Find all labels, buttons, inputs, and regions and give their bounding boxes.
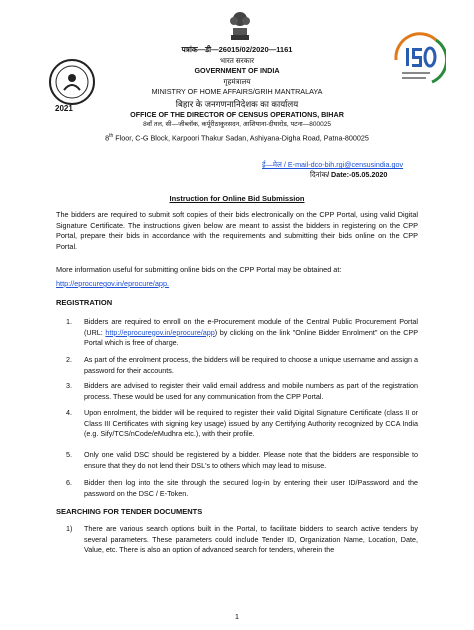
- email-link[interactable]: ई—मेल / E-mail-dco-bih.rgi@censusindia.gov: [262, 160, 404, 169]
- list-item-text: [84, 450, 418, 471]
- search-heading: SEARCHING FOR TENDER DOCUMENTS: [56, 507, 203, 516]
- list-item-text-part: As part of the enrolment process, the bidders will be required to choose a unique username and assign a password for their accounts.: [84, 355, 418, 375]
- more-info-paragraph: More information useful for submitting online bids on the CPP Portal may be obtained at:: [56, 265, 342, 274]
- list-item-text-part: Bidders are advised to register their valid email address and mobile numbers as part of the registration process. These would be used for any communication from the CPP Portal.: [84, 381, 418, 401]
- address-hindi: 8वाँ तल, सी—जीब्लॉक, कर्पूरीठाकुरसदन, आशियाना-दीघारोड, पटना—800025: [143, 121, 331, 128]
- list-item-number: 5.: [66, 450, 72, 459]
- list-item-number: 1.: [66, 317, 72, 326]
- list-item-text: [84, 524, 418, 556]
- page-number: 1: [234, 612, 240, 621]
- list-item-text-part: ) by clicking on the link "Online Bidder Enrolment" on the CPP Portal which is free of charge.: [84, 327, 418, 347]
- list-item-text-part: Only one valid DSC should be registered by a bidder. Please note that the bidders are responsible to ensure that they do not lend their DSL's to others which may lead to misuse.: [84, 450, 418, 470]
- ministry-hindi: गृहमंत्रालय: [223, 76, 251, 86]
- list-item-text: [84, 408, 418, 440]
- state-emblem-icon: [225, 8, 255, 44]
- ministry-english: MINISTRY OF HOME AFFAIRS/GRIH MANTRALAYA: [151, 87, 323, 96]
- list-item-text-part: Upon enrolment, the bidder will be required to register their valid Digital Signature Certificate (class II or Class III Certificates with signing key usage) issued by any Certifying Authority recognized by CCA India (e.g. Sify/TCS/nCode/eMudhra etc.), with their profile.: [84, 408, 418, 438]
- letterhead: [0, 45, 474, 143]
- document-title: Instruction for Online Bid Submission: [169, 194, 305, 203]
- registration-heading: REGISTRATION: [56, 298, 113, 307]
- address-english: [0, 131, 474, 144]
- gov-english: GOVERNMENT OF INDIA: [194, 66, 280, 75]
- list-item-text: [84, 478, 418, 499]
- list-item-number: 2.: [66, 355, 72, 364]
- list-item-text-part: There are various search options built in the Portal, to facilitate bidders to search active tenders by several parameters. These parameters could include Tender ID, Organization Name, Location, Date, Value, etc. There is also an option of advanced search for tenders, wherein the: [84, 524, 418, 554]
- eprocure-link[interactable]: http://eprocuregov.in/eprocure/app.: [56, 279, 170, 288]
- list-item-text-part: Bidders are required to enroll on the e-Procurement module of the Central Public Procurement Portal (URL:: [84, 317, 418, 337]
- logo-year-label: 2021: [55, 104, 73, 113]
- reference-number: पत्रांक—डी—26015/02/2020—1161: [181, 45, 293, 54]
- list-item-number: 6.: [66, 478, 72, 487]
- gov-hindi: भारत सरकार: [219, 55, 255, 65]
- list-item-text-part: Bidder then log into the site through the secured log-in by entering their user ID/Password and the password on the DSC / E-Token.: [84, 478, 418, 498]
- date-value: / Date:-05.05.2020: [327, 170, 388, 179]
- date-line: [310, 170, 387, 181]
- list-item-text: [84, 355, 418, 376]
- address-floor-number: 8: [105, 132, 110, 142]
- list-item-link[interactable]: http://eprocuregov.in/eprocure/app: [105, 327, 215, 337]
- list-item-text: [84, 317, 418, 349]
- list-item-text: [84, 381, 418, 402]
- address-floor-suffix: th: [109, 132, 114, 139]
- office-english: OFFICE OF THE DIRECTOR OF CENSUS OPERATIONS, BIHAR: [130, 109, 344, 119]
- date-prefix-hindi: दिनांक: [310, 170, 328, 179]
- list-item-number: 3.: [66, 381, 72, 390]
- list-item-number: 1): [66, 524, 73, 533]
- intro-paragraph: The bidders are required to submit soft copies of their bids electronically on the CPP Portal, using valid Digital Signature Certificate. The instructions given below are meant to assist the bidders in registering on the CPP Portal, prepare their bids in accordance with the requirements and submitting their bids online on the CPP Portal.: [56, 210, 418, 251]
- address-english-rest: Floor, C-G Block, Karpoori Thakur Sadan, Ashiyana-Digha Road, Patna-800025: [115, 132, 369, 142]
- list-item-number: 4.: [66, 408, 72, 417]
- office-hindi: बिहार के जनगणनानिदेशक का कार्यालय: [175, 98, 299, 109]
